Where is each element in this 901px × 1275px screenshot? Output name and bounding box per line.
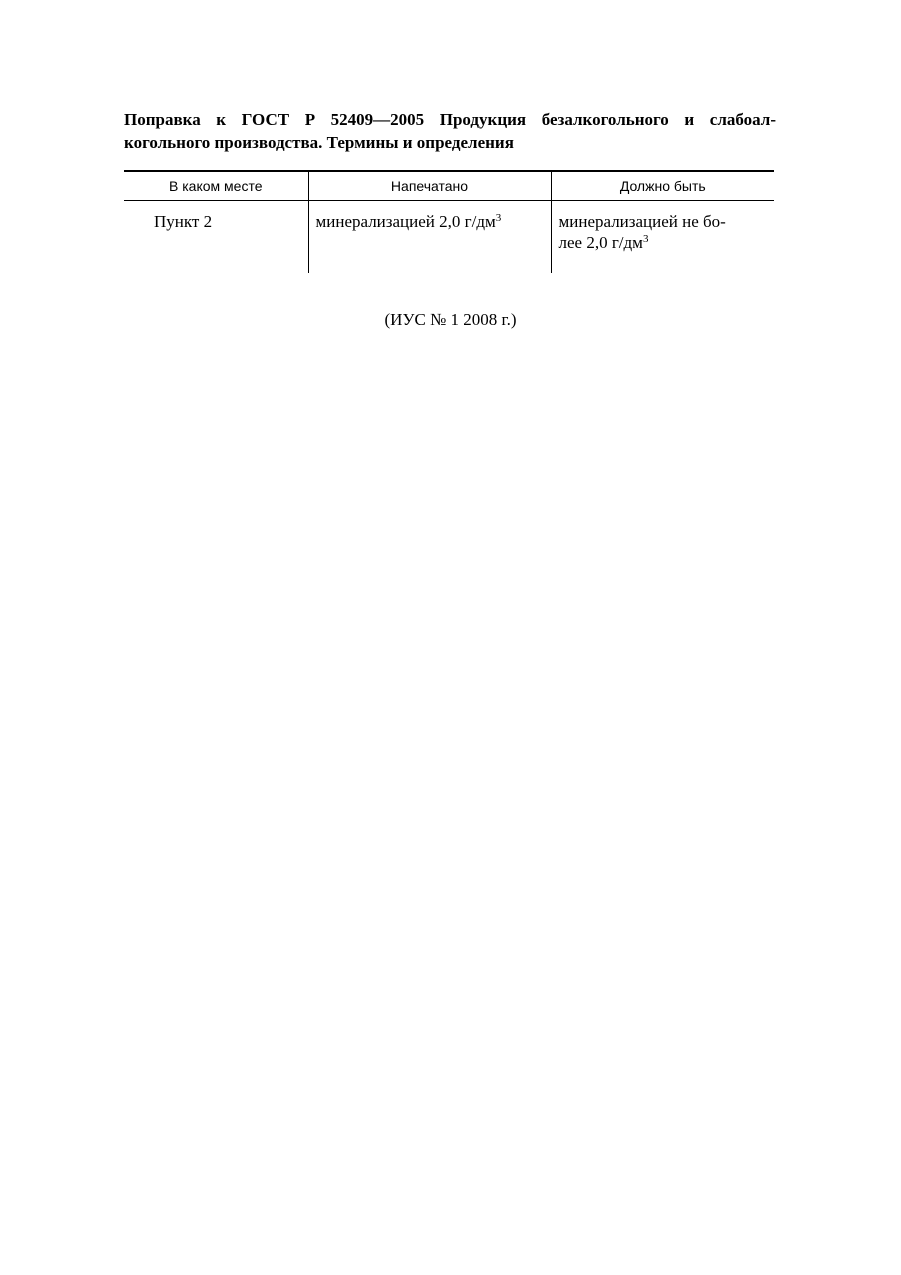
printed-text: минерализацией 2,0 г/дм bbox=[315, 212, 496, 231]
header-should-be: Должно быть bbox=[551, 171, 774, 201]
header-printed: Напечатано bbox=[308, 171, 551, 201]
cell-printed bbox=[308, 201, 551, 273]
should-superscript: 3 bbox=[642, 233, 649, 245]
source-note: (ИУС № 1 2008 г.) bbox=[384, 310, 517, 329]
corrections-table bbox=[124, 170, 774, 273]
title-line-2: когольного производства. Термины и определения bbox=[124, 133, 514, 152]
page-title bbox=[124, 108, 776, 154]
cell-place: Пункт 2 bbox=[154, 212, 213, 231]
cell-should-be bbox=[551, 201, 774, 273]
should-text-line-2: лее 2,0 г/дм bbox=[558, 233, 643, 252]
title-line-1: Поправка к ГОСТ Р 52409—2005 Продукция безалкогольного и слабоал- bbox=[124, 110, 776, 129]
table-row bbox=[124, 201, 774, 273]
should-text-line-1: минерализацией не бо- bbox=[558, 212, 726, 231]
table-header-row bbox=[124, 171, 774, 201]
header-place: В каком месте bbox=[124, 171, 308, 201]
printed-superscript: 3 bbox=[495, 212, 502, 224]
